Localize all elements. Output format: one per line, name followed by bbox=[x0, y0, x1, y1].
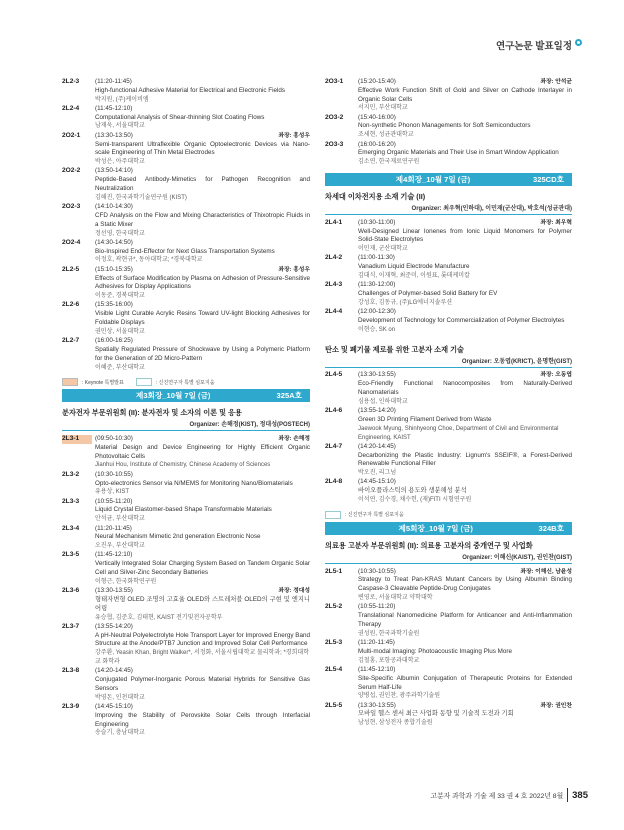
authors: 오진우, 부산대학교 bbox=[95, 543, 145, 550]
presentation-code: 2L3-5 bbox=[62, 551, 80, 559]
talk-title: Emerging Organic Materials and Their Use in Smart Window Application bbox=[358, 149, 559, 157]
authors: 송슬기, 충남대학교 bbox=[95, 730, 145, 737]
session-chair: 좌장: 홍성우 bbox=[278, 132, 310, 139]
time-slot: (13:55-14:20) bbox=[358, 407, 396, 415]
right-column bbox=[325, 78, 572, 729]
divider bbox=[325, 214, 572, 215]
talk-title: Peptide-Based Antibody-Mimetics for Pathogen Recognition and Neutralization bbox=[95, 176, 310, 193]
authors: 조세현, 성균관대학교 bbox=[358, 132, 414, 139]
legend-keynote: : Keynote 특별발표 bbox=[82, 379, 124, 386]
program-entry bbox=[325, 407, 572, 442]
program-entry bbox=[62, 105, 310, 131]
time-slot: (16:00-16:20) bbox=[358, 140, 396, 148]
time-slot: (10:55-11:20) bbox=[358, 603, 396, 611]
authors: 강성호, 김동규, (주)LG에너지솔루션 bbox=[358, 299, 453, 306]
session-title: 탄소 및 폐기물 제로를 위한 고분자 소재 기술 bbox=[325, 344, 464, 354]
session-organizer: Organizer: 최우혁(인하대), 이민재(군산대), 박호석(성균관대) bbox=[411, 205, 572, 212]
talk-title: Translational Nanomedicine Platform for Anticancer and Anti-Inflammation Therapy bbox=[358, 612, 572, 628]
talk-title: Non-synthetic Phonon Managements for Soft Semiconductors bbox=[358, 122, 531, 130]
program-entry bbox=[325, 371, 572, 406]
time-slot: (14:20-14:45) bbox=[358, 442, 396, 450]
session-organizer: Organizer: 이해신(KAIST), 권인찬(GIST) bbox=[462, 554, 572, 561]
authors: 김소연, 한국재료연구원 bbox=[358, 159, 420, 166]
program-entry bbox=[62, 239, 310, 265]
legend bbox=[325, 511, 572, 519]
program-entry bbox=[325, 219, 572, 254]
presentation-code: 2L3-7 bbox=[62, 622, 80, 630]
talk-title: Opto-electronics Sensor via N/MEMS for Monitoring Nano/Biomaterials bbox=[95, 479, 293, 487]
left-column bbox=[62, 78, 310, 739]
talk-title: Bio-Inspired End-Effector for Next Glass Transportation Systems bbox=[95, 247, 275, 255]
authors: 이형근, 한국화학연구원 bbox=[95, 578, 157, 585]
authors: Jianhui Hou, Institute of Chemistry, Chinese Academy of Sciences bbox=[95, 462, 271, 469]
program-entry bbox=[62, 266, 310, 301]
program-list bbox=[325, 371, 572, 504]
talk-title: Computational Analysis of Shear-thinning Slot Coating Flows bbox=[95, 113, 265, 121]
presentation-code: 2L4-2 bbox=[325, 254, 343, 262]
talk-title: Strategy to Treat Pan-KRAS Mutant Cancers by Using Albumin Binding Caspase-3 Cleavable Peptide-Drug Conjugates bbox=[358, 576, 572, 593]
time-slot: (10:30-10:55) bbox=[358, 567, 396, 575]
session-title: 의료용 고분자 부문위원회 (II): 의료용 고분자의 중개연구 및 사업화 bbox=[325, 540, 533, 550]
time-slot: (13:50-14:10) bbox=[95, 167, 133, 175]
authors: 남성현, 삼성전자 종합기술원 bbox=[358, 720, 433, 727]
program-entry bbox=[325, 114, 572, 140]
talk-title: Challenges of Polymer-based Solid Battery for EV bbox=[358, 290, 498, 298]
talk-title: Improving the Stability of Perovskite Solar Cells through Interfacial Engineering bbox=[95, 711, 310, 728]
authors: 박지원, (주)케이비엠 bbox=[95, 96, 149, 103]
talk-title: Liquid Crystal Elastomer-based Shape Transformable Materials bbox=[95, 506, 272, 514]
time-slot: (13:55-14:20) bbox=[95, 622, 133, 630]
program-entry bbox=[325, 78, 572, 113]
time-slot: (11:00-11:30) bbox=[358, 254, 395, 262]
talk-title: Vertically Integrated Solar Charging System Based on Tandem Organic Solar Cell and Silver-Zinc Secondary Batteries bbox=[95, 560, 310, 577]
authors: 서지민, 부산대학교 bbox=[358, 105, 408, 112]
program-entry bbox=[325, 443, 572, 478]
time-slot: (16:00-16:25) bbox=[95, 337, 133, 345]
time-slot: (11:20-11:45) bbox=[95, 524, 132, 532]
program-entry bbox=[325, 308, 572, 334]
talk-title: 형태자변형 OLED 조명의 고효율 OLED와 스트레처블 OLED의 구현 및 엔지니어링 bbox=[95, 595, 310, 612]
time-slot: (13:30-13:55) bbox=[358, 371, 396, 379]
program-entry bbox=[62, 78, 310, 104]
time-slot: (11:20-11:45) bbox=[95, 78, 132, 85]
program-entry bbox=[325, 281, 572, 307]
talk-title: Semi-transparent Ultraflexible Organic Optoelectronic Devices via Nano-scale Engineering of Thin Metal Electrodes bbox=[95, 140, 310, 157]
presentation-code: 2L3-4 bbox=[62, 524, 80, 532]
talk-title: High-functional Adhesive Material for Electrical and Electronic Fields bbox=[95, 86, 286, 94]
talk-title: Visible Light Curable Acrylic Resins Toward UV-light Blocking Adhesives for Foldable Displays bbox=[95, 310, 310, 327]
time-slot: (14:30-14:50) bbox=[95, 238, 133, 246]
authors: 박오진, 리그넘 bbox=[358, 470, 397, 477]
talk-title: Vanadium Liquid Electrode Manufacture bbox=[358, 263, 470, 271]
talk-title: A pH-Neutral Polyelectrolyte Hole Transport Layer for Improved Energy Band Structure at the Anode/PTB7 Junction and Improved Solar Cell Performance bbox=[95, 631, 310, 648]
time-slot: (11:20-11:45) bbox=[358, 639, 395, 647]
room-band-title: 제4회장_10월 7일 (금) bbox=[395, 174, 471, 184]
page-footer bbox=[431, 788, 588, 802]
presentation-code: 2L5-3 bbox=[325, 639, 343, 647]
talk-title: Neural Mechanism Mimetic 2nd generation Electronic Nose bbox=[95, 533, 261, 541]
young-swatch bbox=[136, 378, 152, 386]
talk-title: Spatially Regulated Pressure of Shockwave by Using a Polymeric Platform for the Generation of 2D Micro-Pattern bbox=[95, 345, 310, 362]
program-entry bbox=[325, 639, 572, 665]
presentation-code: 2O2-1 bbox=[62, 131, 81, 139]
room-band-room: 325A호 bbox=[276, 391, 302, 401]
presentation-code: 2L2-3 bbox=[62, 78, 80, 85]
presentation-code: 2L4-6 bbox=[325, 407, 343, 415]
session-chair: 좌장: 이해신, 남윤성 bbox=[520, 568, 572, 575]
authors: 권민상, 서울대학교 bbox=[95, 328, 145, 335]
session-title: 분자전자 부문위원회 (II): 분자전자 및 소자의 이론 및 응용 bbox=[62, 408, 242, 418]
presentation-code: 2L2-6 bbox=[62, 301, 80, 309]
presentation-code: 2L4-1 bbox=[325, 218, 343, 226]
program-entry bbox=[62, 587, 310, 622]
program-entry bbox=[62, 471, 310, 497]
presentation-code: 2L4-8 bbox=[325, 478, 343, 486]
legend-young: : 신진연구자 특별 심포지움 bbox=[345, 512, 404, 519]
talk-title: Decarbonizing the Plastic Industry: Lignum's SSEIF®, a Forest-Derived Renewable Functional Filler bbox=[358, 451, 572, 468]
authors: 유승협, 김준호, 김태현, KAIST 전기및전자공학부 bbox=[95, 614, 223, 621]
presentation-code: 2O3-3 bbox=[325, 140, 344, 148]
presentation-code: 2L5-2 bbox=[325, 603, 343, 611]
room-band bbox=[62, 389, 310, 402]
program-entry bbox=[62, 498, 310, 524]
young-swatch bbox=[325, 511, 341, 519]
divider bbox=[325, 367, 572, 368]
authors: 이동준, 경북대학교 bbox=[95, 293, 145, 300]
presentation-code: 2L3-3 bbox=[62, 497, 80, 505]
talk-title: Effective Work Function Shift of Gold and Silver on Cathode Interlayer in Organic Solar Cells bbox=[358, 86, 572, 103]
talk-title: Material Design and Device Engineering for Highly Efficient Organic Photovoltaic Cells bbox=[95, 443, 310, 460]
program-entry bbox=[62, 337, 310, 372]
program-entry bbox=[325, 702, 572, 728]
authors: 이석연, 김수경, 채수헌, (재)FITI 시험연구원 bbox=[358, 497, 472, 504]
program-entry bbox=[62, 203, 310, 238]
room-band-room: 325CD호 bbox=[533, 174, 564, 184]
session-title: 차세대 이차전지용 소재 기술 (II) bbox=[325, 191, 426, 201]
time-slot: (14:10-14:30) bbox=[95, 203, 133, 211]
time-slot: (11:45-12:10) bbox=[358, 665, 396, 673]
divider bbox=[62, 430, 310, 431]
legend-young: : 신진연구자 특별 심포지움 bbox=[155, 379, 215, 386]
authors: 이현승, SK on bbox=[358, 326, 396, 333]
presentation-code: 2L5-5 bbox=[325, 701, 343, 709]
authors: 이정호, 곽현규*, 동아대학교; *경북대학교 bbox=[95, 257, 203, 264]
program-list bbox=[62, 435, 310, 738]
talk-title: CFD Analysis on the Flow and Mixing Characteristics of Thixotropic Fluids in a Static Mixer bbox=[95, 211, 310, 228]
room-band-room: 324B호 bbox=[538, 523, 564, 533]
session-chair: 좌장: 최우혁 bbox=[540, 219, 572, 226]
program-entry bbox=[62, 301, 310, 336]
authors: 변영로, 서울대학교 약학대학 bbox=[358, 595, 433, 602]
presentation-code: 2L4-3 bbox=[325, 281, 343, 289]
time-slot: (15:10-15:35) bbox=[95, 265, 133, 273]
legend bbox=[62, 378, 310, 386]
authors: 정선영, 한국대학교 bbox=[95, 230, 145, 237]
authors: 김대식, 이재혁, 최준미, 이원표, 롯데케미칼 bbox=[358, 273, 470, 280]
authors: 남재욱, 서울대학교 bbox=[95, 123, 145, 130]
talk-title: Conjugated Polymer-Inorganic Porous Material Hybrids for Sensitive Gas Sensors bbox=[95, 676, 310, 692]
presentation-code: 2L3-2 bbox=[62, 470, 80, 478]
authors: 권성원, 한국과학기술원 bbox=[358, 630, 420, 637]
session-organizer: Organizer: 손해정(KIST), 정대성(POSTECH) bbox=[189, 422, 310, 429]
authors: Jaewook Myung, Shinhyeong Choe, Department of Civil and Environmental Engineering, KAIST bbox=[358, 425, 559, 441]
session-chair: 좌장: 홍성우 bbox=[278, 266, 310, 273]
page-header-title: 연구논문 발표일정 bbox=[495, 41, 572, 52]
program-list bbox=[325, 78, 572, 167]
room-band-title: 제3회장_10월 7일 (금) bbox=[136, 391, 211, 401]
journal-info: 고분자 과학과 기술 제 33 권 4 호 2022년 8월 bbox=[430, 793, 564, 800]
time-slot: (14:20-14:45) bbox=[95, 667, 133, 675]
time-slot: (15:40-16:00) bbox=[358, 113, 396, 121]
presentation-code: 2L4-5 bbox=[325, 371, 343, 379]
talk-title: Development of Technology for Commercialization of Polymer Electrolytes bbox=[358, 317, 565, 325]
presentation-code: 2L3-8 bbox=[62, 667, 80, 675]
program-entry bbox=[325, 666, 572, 701]
room-band bbox=[325, 173, 572, 186]
program-entry bbox=[62, 167, 310, 202]
presentation-code: 2L4-4 bbox=[325, 308, 343, 316]
session-chair: 좌장: 손해정 bbox=[278, 436, 310, 443]
talk-title: Site-Specific Albumin Conjugation of Therapeutic Proteins for Extended Serum Half-Life bbox=[358, 674, 572, 691]
keynote-swatch bbox=[62, 378, 78, 386]
authors: 박성은, 아주대학교 bbox=[95, 159, 145, 166]
time-slot: (15:20-15:40) bbox=[358, 78, 396, 85]
program-entry bbox=[325, 141, 572, 167]
session-chair: 좌장: 오동엽 bbox=[540, 372, 572, 379]
presentation-code: 2O3-2 bbox=[325, 113, 344, 121]
talk-title: Eco-Friendly Functional Nanocomposites from Naturally-Derived Nanomaterials bbox=[358, 380, 572, 397]
program-entry bbox=[325, 603, 572, 638]
presentation-code: 2O3-1 bbox=[325, 78, 344, 85]
session-chair: 좌장: 정대성 bbox=[278, 588, 310, 595]
time-slot: (14:45-15:10) bbox=[95, 703, 133, 710]
page-number: 385 bbox=[572, 789, 588, 801]
authors: 김철홍, 포항공과대학교 bbox=[358, 657, 420, 664]
program-entry bbox=[62, 435, 310, 470]
authors: 박영돈, 인천대학교 bbox=[95, 694, 145, 701]
program-entry bbox=[62, 623, 310, 667]
authors: 양병섭, 권인찬, 광주과학기술원 bbox=[358, 693, 441, 700]
program-list bbox=[62, 78, 310, 372]
session-organizer: Organizer: 오동엽(KRICT), 윤명한(GIST) bbox=[461, 358, 572, 365]
time-slot: (14:45-15:10) bbox=[358, 478, 396, 486]
program-entry bbox=[62, 525, 310, 551]
time-slot: (13:30-13:55) bbox=[95, 587, 133, 595]
time-slot: (10:30-10:55) bbox=[95, 470, 133, 478]
presentation-code: 2L3-6 bbox=[62, 587, 80, 595]
presentation-code: 2L5-1 bbox=[325, 567, 343, 575]
program-entry bbox=[325, 254, 572, 280]
divider bbox=[325, 563, 572, 564]
talk-title: Well-Designed Linear Ionenes from Ionic Liquid Monomers for Polymer Solid-State Electrolytes bbox=[358, 227, 572, 244]
authors: 심용섭, 인하대학교 bbox=[358, 398, 408, 405]
time-slot: (13:30-13:50) bbox=[95, 131, 133, 139]
time-slot: (11:30-12:00) bbox=[358, 281, 396, 289]
room-band bbox=[325, 522, 572, 535]
authors: 안석균, 부산대학교 bbox=[95, 516, 145, 523]
presentation-code: 2L5-4 bbox=[325, 665, 343, 673]
session-chair: 좌장: 안석균 bbox=[540, 79, 572, 85]
presentation-code: 2O2-4 bbox=[62, 238, 81, 246]
program-entry bbox=[325, 568, 572, 603]
time-slot: (10:30-11:00) bbox=[358, 218, 396, 226]
presentation-code: 2L3-9 bbox=[62, 703, 80, 710]
presentation-code: 2O2-3 bbox=[62, 203, 81, 211]
presentation-code: 2L2-7 bbox=[62, 337, 80, 345]
presentation-code: 2L2-4 bbox=[62, 104, 80, 112]
program-entry bbox=[62, 551, 310, 586]
time-slot: (15:35-16:00) bbox=[95, 301, 133, 309]
authors: 이혜준, 부산대학교 bbox=[95, 364, 145, 371]
program-entry bbox=[325, 478, 572, 504]
talk-title: 바이오플라스틱의 용도와 생분해성 분석 bbox=[358, 487, 467, 495]
authors: 강주환, Yeasin Khan, Bright Walker*, 서정화, 서울시립대학교 물리학과; *경희대학교 화학과 bbox=[95, 650, 309, 666]
time-slot: (11:45-12:10) bbox=[95, 104, 133, 112]
time-slot: (13:30-13:55) bbox=[358, 701, 396, 709]
time-slot: (09:50-10:30) bbox=[95, 435, 133, 443]
presentation-code: 2L4-7 bbox=[325, 442, 343, 450]
talk-title: Green 3D Printing Filament Derived from Waste bbox=[358, 415, 492, 423]
time-slot: (12:00-12:30) bbox=[358, 308, 396, 316]
authors: 이민재, 군산대학교 bbox=[358, 246, 408, 253]
room-band-title: 제5회장_10월 7일 (금) bbox=[398, 523, 473, 533]
header-circle-icon bbox=[575, 39, 582, 46]
talk-title: Multi-modal Imaging: Photoacoustic Imaging Plus More bbox=[358, 647, 512, 655]
program-entry bbox=[62, 667, 310, 702]
talk-title: 모바일 헬스 센서 최근 사업화 동향 및 기술적 도전과 기회 bbox=[358, 710, 514, 718]
program-list bbox=[325, 568, 572, 728]
talk-title: Effects of Surface Modification by Plasma on Adhesion of Pressure-Sensitive Adhesives for Display Applications bbox=[95, 274, 310, 291]
presentation-code: 2O2-2 bbox=[62, 167, 81, 175]
time-slot: (11:45-12:10) bbox=[95, 551, 133, 559]
authors: 김해진, 한국과학기술연구원 (KIST) bbox=[95, 194, 187, 201]
program-entry bbox=[62, 132, 310, 167]
presentation-code: 2L3-1 bbox=[62, 435, 92, 444]
footer-divider bbox=[567, 788, 568, 802]
authors: 유용상, KIST bbox=[95, 489, 130, 496]
session-chair: 좌장: 권인찬 bbox=[540, 702, 572, 709]
program-entry bbox=[62, 703, 310, 738]
presentation-code: 2L2-5 bbox=[62, 265, 80, 273]
program-list bbox=[325, 219, 572, 335]
time-slot: (10:55-11:20) bbox=[95, 497, 133, 505]
